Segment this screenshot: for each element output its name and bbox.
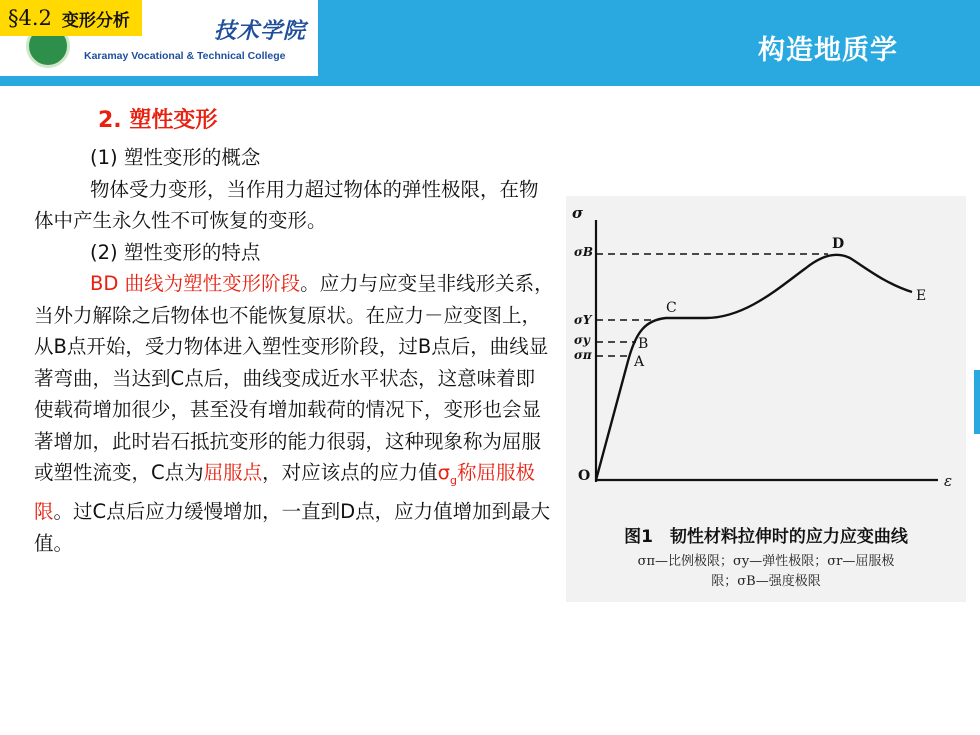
subheading-concept: (1) 塑性变形的概念	[90, 146, 261, 169]
y-axis-label: σ	[572, 204, 584, 222]
stress-strain-diagram	[566, 196, 966, 516]
college-name-cn: 技术学院	[214, 18, 307, 44]
highlight-bd-curve: BD 曲线为塑性变形阶段	[90, 272, 301, 295]
point-a-label: A	[634, 354, 645, 370]
paragraph-features	[34, 268, 554, 559]
course-title: 构造地质学	[758, 35, 898, 66]
highlight-yield-limit: 称屈服极限	[34, 461, 536, 524]
sigma-symbol: σ	[437, 461, 451, 484]
text-part-3: 。过C点后应力缓慢增加，一直到D点，应力值增加到最大值。	[34, 500, 551, 555]
subheading-features: (2) 塑性变形的特点	[90, 240, 261, 264]
figure-caption: 图1 韧性材料拉伸时的应力应变曲线	[624, 527, 908, 547]
figure-note-line-1: σπ—比例极限；σy—弹性极限；σr—屈服极	[637, 554, 895, 569]
origin-label: O	[578, 468, 591, 484]
figure-note-line-2: 限；σB—强度极限	[711, 574, 821, 589]
figure-note	[566, 552, 966, 592]
stress-strain-figure	[566, 196, 966, 602]
text-part-1: 。应力与应变呈非线形关系，当外力解除之后物体也不能恢复原状。在应力－应变图上，从B点开始，受力物体进入塑性变形阶段，过B点后，曲线显著弯曲，当达到C点后，曲线变成近水平状态，这意味着即使载荷增加很少，甚至没有增加载荷的情况下，变形也会显著增加，此时岩石抵抗变形的能力很弱，这种现象称为屈服或塑性流变，C点为	[34, 272, 554, 484]
edge-accent-bar	[974, 370, 980, 434]
point-b-label: B	[638, 336, 649, 352]
level-sigma-proportional: σπ	[574, 348, 592, 362]
college-name-en: Karamay Vocational & Technical College	[84, 50, 286, 62]
level-sigma-elastic: σy	[574, 333, 590, 347]
slide-content	[34, 104, 554, 559]
page-title: 2. 塑性变形	[98, 108, 218, 133]
sigma-subscript: g	[450, 473, 457, 487]
paragraph-concept: 物体受力变形，当作用力超过物体的弹性极限，在物体中产生永久性不可恢复的变形。	[34, 177, 539, 232]
highlight-yield-point: 屈服点	[203, 461, 263, 484]
x-axis-label: ε	[944, 472, 953, 490]
header-bar	[0, 0, 980, 86]
section-title: 变形分析	[61, 10, 130, 31]
section-number: §4.2	[8, 6, 52, 30]
level-sigma-yield: σY	[574, 313, 592, 327]
level-sigma-b: σB	[574, 245, 593, 259]
section-tag	[0, 0, 142, 36]
point-e-label: E	[916, 288, 927, 304]
text-part-2: ，对应该点的应力值	[262, 461, 438, 484]
point-c-label: C	[666, 300, 677, 316]
point-d-label: D	[832, 236, 845, 252]
